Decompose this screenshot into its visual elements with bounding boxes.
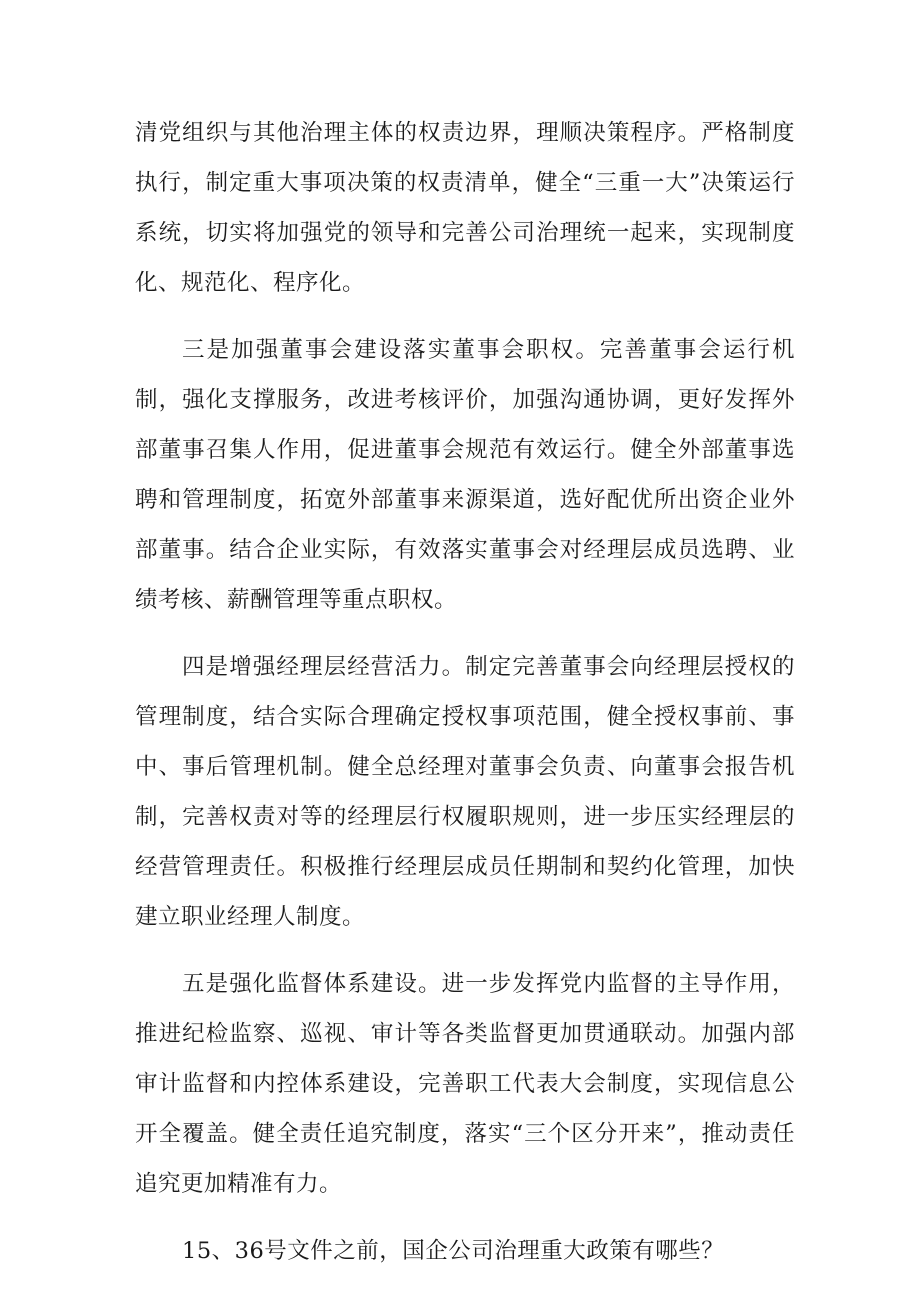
paragraph-supervision-system: 五是强化监督体系建设。进一步发挥党内监督的主导作用，推进纪检监察、巡视、审计等各类监督更加贯通联动。加强内部审计监督和内控体系建设，完善职工代表大会制度，实现信息公开全覆盖。健全责任追究制度，落实“三个区分开来”，推动责任追究更加精准有力。 [135, 971, 795, 1197]
document-body [135, 108, 795, 1293]
paragraph-management-vitality: 四是增强经理层经营活力。制定完善董事会向经理层授权的管理制度，结合实际合理确定授权事项范围，健全授权事前、事中、事后管理机制。健全总经理对董事会负责、向董事会报告机制，完善权责对等的经理层行权履职规则，进一步压实经理层的经营管理责任。积极推行经理层成员任期制和契约化管理，加快建立职业经理人制度。 [135, 654, 795, 930]
paragraph-continuation: 清党组织与其他治理主体的权责边界，理顺决策程序。严格制度执行，制定重大事项决策的权责清单，健全“三重一大”决策运行系统，切实将加强党的领导和完善公司治理统一起来，实现制度化、规范化、程序化。 [135, 120, 795, 296]
paragraph-board-of-directors: 三是加强董事会建设落实董事会职权。完善董事会运行机制，强化支撑服务，改进考核评价，加强沟通协调，更好发挥外部董事召集人作用，促进董事会规范有效运行。健全外部董事选聘和管理制度，拓宽外部董事来源渠道，选好配优所出资企业外部董事。结合企业实际，有效落实董事会对经理层成员选聘、业绩考核、薪酬管理等重点职权。 [135, 337, 795, 613]
question-heading: 15、36号文件之前，国企公司治理重大政策有哪些？ [182, 1238, 725, 1264]
